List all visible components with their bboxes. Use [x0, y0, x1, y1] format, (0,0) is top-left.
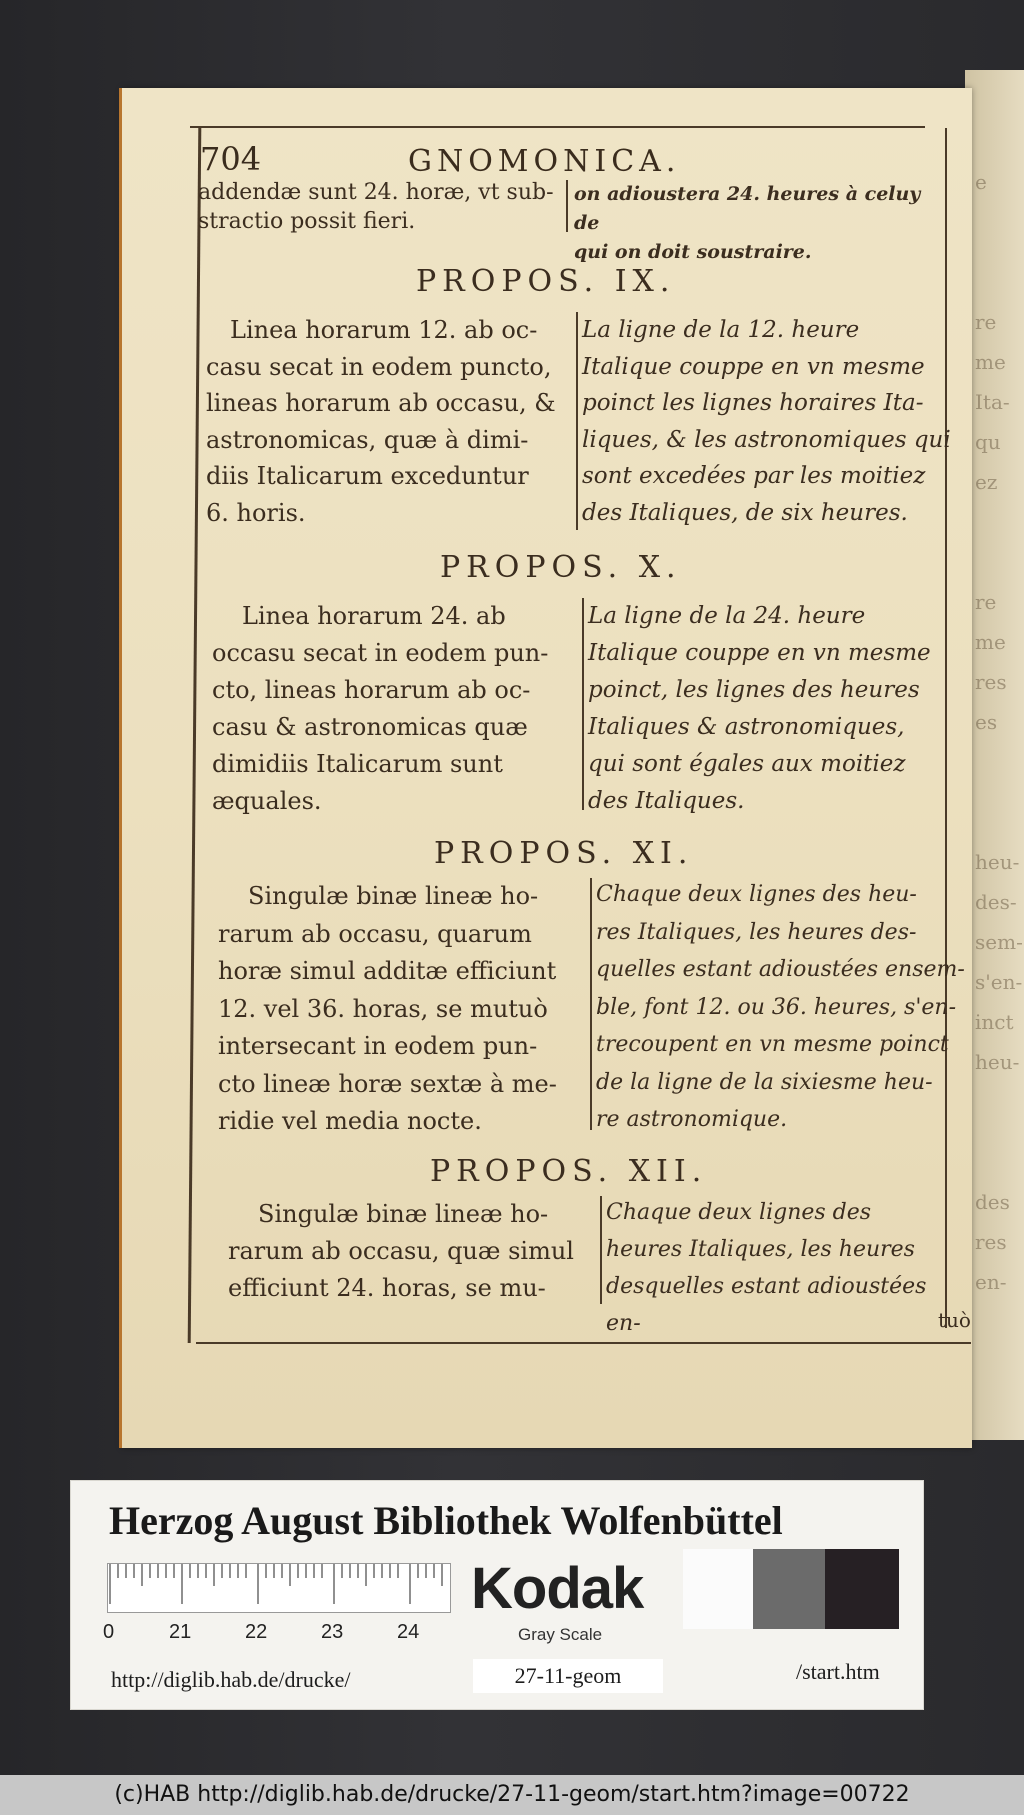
column-divider — [566, 180, 568, 232]
ruler-label: 0 — [103, 1621, 115, 1643]
proposition-heading: PROPOS. X. — [440, 550, 682, 585]
column-divider — [582, 598, 584, 810]
page-number: 704 — [200, 140, 262, 178]
proposition-latin-text: Singulæ binæ lineæ ho- rarum ab occasu, quæ simul efficiunt 24. horas, se mu- — [228, 1200, 574, 1302]
white-patch — [683, 1549, 753, 1629]
catchword: tuò — [938, 1308, 971, 1332]
gray-scale-label: Gray Scale — [518, 1625, 603, 1644]
column-divider — [600, 1196, 602, 1304]
ruler-scale — [107, 1563, 451, 1613]
adjacent-page-edge: e re me Ita- qu ez re me res es heu- des- sem- s'en- inct heu- des res en- — [965, 70, 1024, 1440]
library-name: Herzog August Bibliothek Wolfenbüttel — [109, 1498, 783, 1543]
proposition-latin-text: Linea horarum 12. ab oc- casu secat in eodem puncto, lineas horarum ab occasu, & astronomicas, quæ à dimi- diis Italicarum exceduntur 6. horis. — [206, 316, 556, 527]
url-prefix: http://diglib.hab.de/drucke/ — [111, 1667, 351, 1692]
proposition-french-text: Chaque deux lignes des heu- res Italiques, les heures des- quelles estant adioustées ensem- ble, font 12. ou 36. heures, s'en- trecoupent en vn mesme poinct de la ligne de la sixiesme heu- re astronomique. — [596, 882, 965, 1132]
ruler-label: 21 — [169, 1621, 192, 1643]
proposition-french-text: La ligne de la 12. heure Italique couppe en vn mesme poinct les lignes horaires Ita- liques, & les astronomiques qui sont excedées par les moitiez des Italiques, de six heures. — [582, 317, 951, 526]
proposition-heading: PROPOS. XI. — [434, 836, 694, 871]
proposition-latin-text: Linea horarum 24. ab occasu secat in eodem pun- cto, lineas horarum ab oc- casu & astronomicas quæ dimidiis Italicarum sunt æquales. — [212, 602, 549, 815]
color-calibration-target — [70, 1480, 924, 1710]
ruler-label: 24 — [397, 1621, 420, 1643]
proposition-heading: PROPOS. XII. — [430, 1154, 708, 1189]
proposition-heading: PROPOS. IX. — [416, 264, 676, 299]
url-suffix: /start.htm — [796, 1659, 880, 1684]
frame-rule-top — [190, 126, 925, 128]
latin-continuation: addendæ sunt 24. horæ, vt sub- stractio possit fieri. — [198, 180, 554, 234]
french-continuation: on adioustera 24. heures à celuy de qui on doit soustraire. — [574, 183, 921, 263]
proposition-latin-text: Singulæ binæ lineæ ho- rarum ab occasu, quarum horæ simul additæ efficiunt 12. vel 36. horas, se mutuò intersecant in eodem pun- cto lineæ horæ sextæ à me- ridie vel media nocte. — [218, 882, 557, 1135]
page-header — [198, 138, 938, 182]
column-divider — [576, 312, 578, 530]
ruler-ticks — [108, 1564, 450, 1612]
gray-patch — [753, 1549, 825, 1629]
black-patch — [825, 1549, 899, 1629]
column-divider — [590, 878, 592, 1130]
ruler-label: 22 — [245, 1621, 268, 1643]
frame-rule-bottom — [196, 1342, 971, 1344]
copyright-caption: (c)HAB http://diglib.hab.de/drucke/27-11-geom/start.htm?image=00722 — [0, 1775, 1024, 1815]
kodak-logo: Kodak — [471, 1556, 644, 1621]
proposition-french-text: Chaque deux lignes des heures Italiques, les heures desquelles estant adioustées en- — [606, 1200, 927, 1336]
url-shelfmark: 27-11-geom — [473, 1659, 663, 1693]
proposition-french-text: La ligne de la 24. heure Italique couppe en vn mesme poinct, les lignes des heures Italiques & astronomiques, qui sont égales aux moitiez des Italiques. — [588, 603, 931, 814]
running-title: GNOMONICA. — [408, 144, 681, 179]
ruler-label: 23 — [321, 1621, 344, 1643]
ruler-labels — [103, 1621, 449, 1647]
